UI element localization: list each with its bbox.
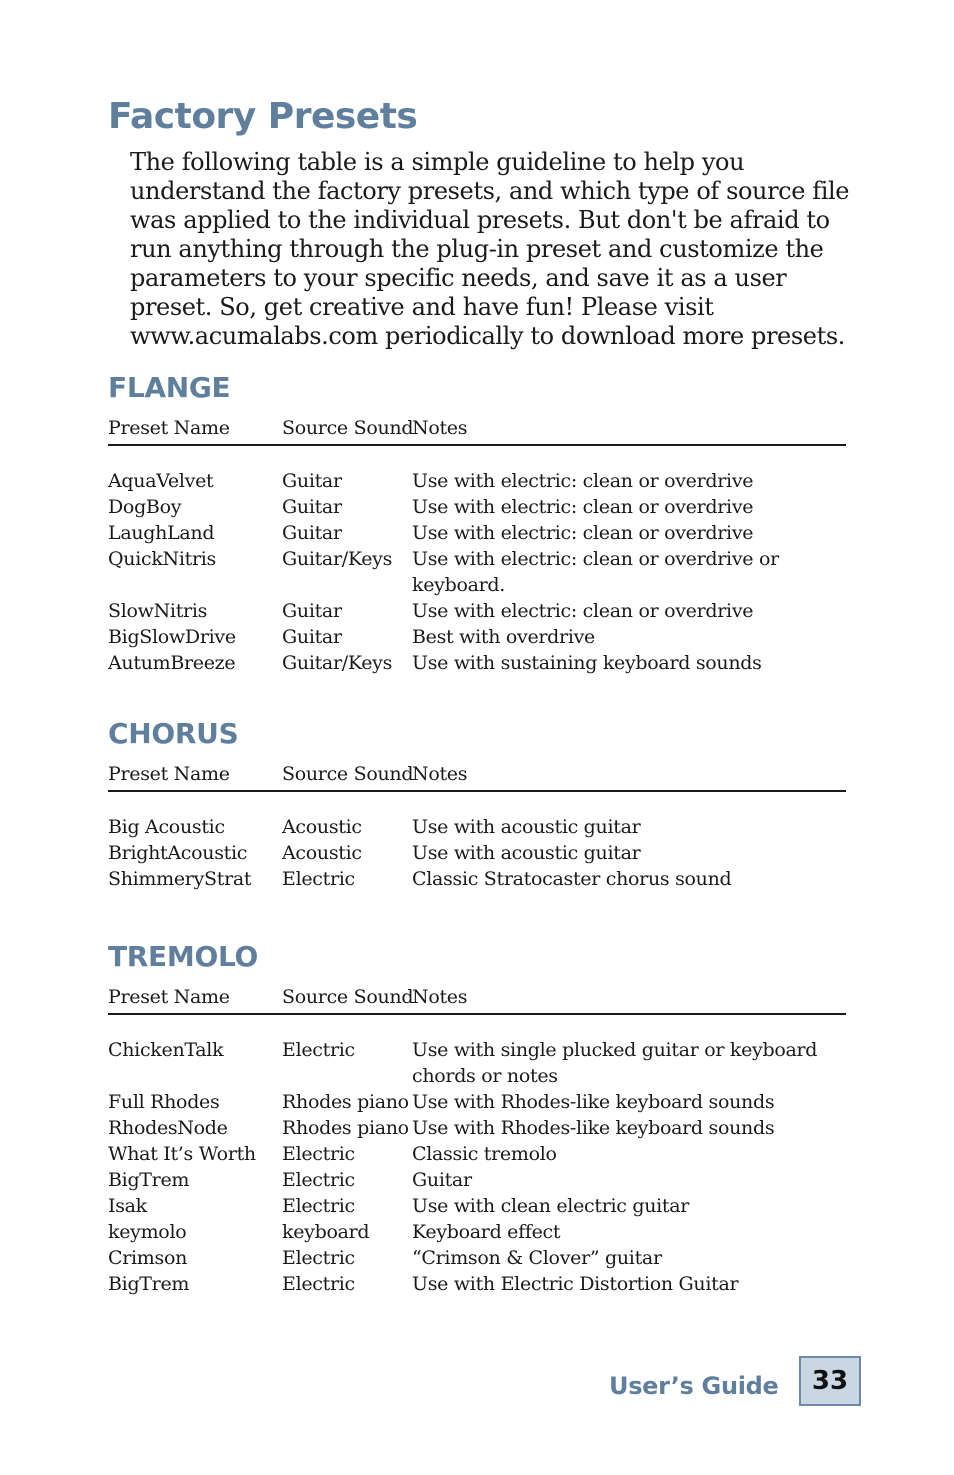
source-sound-cell: Electric — [282, 1039, 355, 1061]
table-row — [108, 468, 846, 494]
table-row — [108, 814, 846, 840]
preset-name-cell: RhodesNode — [108, 1117, 228, 1139]
source-sound-cell: Electric — [282, 1143, 355, 1165]
footer-label: User’s Guide — [609, 1372, 779, 1400]
column-header-notes: Notes — [412, 986, 468, 1008]
notes-cell: Use with electric: clean or overdrive — [412, 470, 754, 492]
notes-cell: Use with clean electric guitar — [412, 1195, 690, 1217]
table-row — [108, 1193, 846, 1219]
chorus-section — [108, 716, 846, 892]
preset-name-cell: QuickNitris — [108, 548, 216, 570]
source-sound-cell: Rhodes piano — [282, 1091, 409, 1113]
notes-cell: Use with electric: clean or overdrive — [412, 496, 754, 518]
preset-name-cell: Big Acoustic — [108, 816, 225, 838]
source-sound-cell: Guitar — [282, 522, 342, 544]
source-sound-cell: Electric — [282, 1247, 355, 1269]
notes-cell: Keyboard effect — [412, 1221, 561, 1243]
table-row — [108, 650, 846, 676]
source-sound-cell: Rhodes piano — [282, 1117, 409, 1139]
notes-cell: Guitar — [412, 1169, 472, 1191]
preset-table-body — [108, 1037, 846, 1297]
preset-table-body — [108, 468, 846, 676]
section-heading: CHORUS — [108, 717, 239, 750]
column-header-source-sound: Source Sound — [282, 417, 414, 439]
table-row — [108, 866, 846, 892]
preset-name-cell: SlowNitris — [108, 600, 208, 622]
source-sound-cell: Electric — [282, 868, 355, 890]
column-header-source-sound: Source Sound — [282, 986, 414, 1008]
source-sound-cell: Guitar — [282, 496, 342, 518]
notes-cell: Use with sustaining keyboard sounds — [412, 652, 762, 674]
source-sound-cell: Guitar — [282, 470, 342, 492]
page-title: Factory Presets — [108, 96, 418, 137]
notes-cell: Use with Rhodes-like keyboard sounds — [412, 1091, 775, 1113]
source-sound-cell: Electric — [282, 1195, 355, 1217]
notes-cell: Use with electric: clean or overdrive or keyboard. — [412, 548, 779, 596]
table-row — [108, 1037, 846, 1089]
notes-cell: “Crimson & Clover” guitar — [412, 1247, 662, 1269]
tremolo-section — [108, 939, 846, 1297]
intro-paragraph: The following table is a simple guideline to help you understand the factory presets, and which type of source file was applied to the individual presets. But don't be afraid to run anything through the plug-in preset and customize the parameters to your specific needs, and save it as a user preset. So, get creative and have fun! Please visit www.acumalabs.com periodically to download more presets. — [130, 148, 850, 350]
preset-name-cell: LaughLand — [108, 522, 215, 544]
source-sound-cell: Electric — [282, 1169, 355, 1191]
table-row — [108, 546, 846, 598]
table-header — [108, 758, 846, 792]
preset-name-cell: keymolo — [108, 1221, 187, 1243]
flange-section — [108, 370, 846, 676]
source-sound-cell: Electric — [282, 1273, 355, 1295]
section-heading: FLANGE — [108, 371, 231, 404]
preset-name-cell: AutumBreeze — [108, 652, 236, 674]
table-row — [108, 1141, 846, 1167]
notes-cell: Use with acoustic guitar — [412, 842, 641, 864]
preset-name-cell: ShimmeryStrat — [108, 868, 252, 890]
column-header-preset-name: Preset Name — [108, 986, 230, 1008]
preset-name-cell: BigSlowDrive — [108, 626, 236, 648]
table-header — [108, 412, 846, 446]
column-header-preset-name: Preset Name — [108, 763, 230, 785]
table-header — [108, 981, 846, 1015]
source-sound-cell: Guitar — [282, 600, 342, 622]
preset-name-cell: What It’s Worth — [108, 1143, 256, 1165]
table-row — [108, 1271, 846, 1297]
section-heading: TREMOLO — [108, 940, 258, 973]
table-row — [108, 1219, 846, 1245]
preset-name-cell: Full Rhodes — [108, 1091, 220, 1113]
preset-name-cell: Isak — [108, 1195, 147, 1217]
table-row — [108, 1089, 846, 1115]
source-sound-cell: Acoustic — [282, 842, 362, 864]
source-sound-cell: Guitar/Keys — [282, 548, 393, 570]
preset-name-cell: BigTrem — [108, 1169, 190, 1191]
notes-cell: Best with overdrive — [412, 626, 595, 648]
preset-name-cell: BigTrem — [108, 1273, 190, 1295]
column-header-notes: Notes — [412, 763, 468, 785]
notes-cell: Use with acoustic guitar — [412, 816, 641, 838]
table-row — [108, 520, 846, 546]
notes-cell: Classic tremolo — [412, 1143, 557, 1165]
table-row — [108, 1115, 846, 1141]
table-row — [108, 1245, 846, 1271]
source-sound-cell: Guitar/Keys — [282, 652, 393, 674]
preset-table-body — [108, 814, 846, 892]
table-row — [108, 598, 846, 624]
notes-cell: Use with Electric Distortion Guitar — [412, 1273, 739, 1295]
preset-name-cell: AquaVelvet — [108, 470, 214, 492]
table-row — [108, 494, 846, 520]
notes-cell: Use with single plucked guitar or keyboard chords or notes — [412, 1039, 818, 1087]
source-sound-cell: Acoustic — [282, 816, 362, 838]
notes-cell: Use with electric: clean or overdrive — [412, 522, 754, 544]
table-row — [108, 624, 846, 650]
notes-cell: Use with Rhodes-like keyboard sounds — [412, 1117, 775, 1139]
notes-cell: Use with electric: clean or overdrive — [412, 600, 754, 622]
table-row — [108, 1167, 846, 1193]
preset-name-cell: BrightAcoustic — [108, 842, 248, 864]
preset-name-cell: DogBoy — [108, 496, 182, 518]
source-sound-cell: keyboard — [282, 1221, 370, 1243]
column-header-preset-name: Preset Name — [108, 417, 230, 439]
table-row — [108, 840, 846, 866]
page-number: 33 — [799, 1356, 861, 1406]
source-sound-cell: Guitar — [282, 626, 342, 648]
notes-cell: Classic Stratocaster chorus sound — [412, 868, 732, 890]
column-header-notes: Notes — [412, 417, 468, 439]
preset-name-cell: Crimson — [108, 1247, 188, 1269]
column-header-source-sound: Source Sound — [282, 763, 414, 785]
preset-name-cell: ChickenTalk — [108, 1039, 224, 1061]
